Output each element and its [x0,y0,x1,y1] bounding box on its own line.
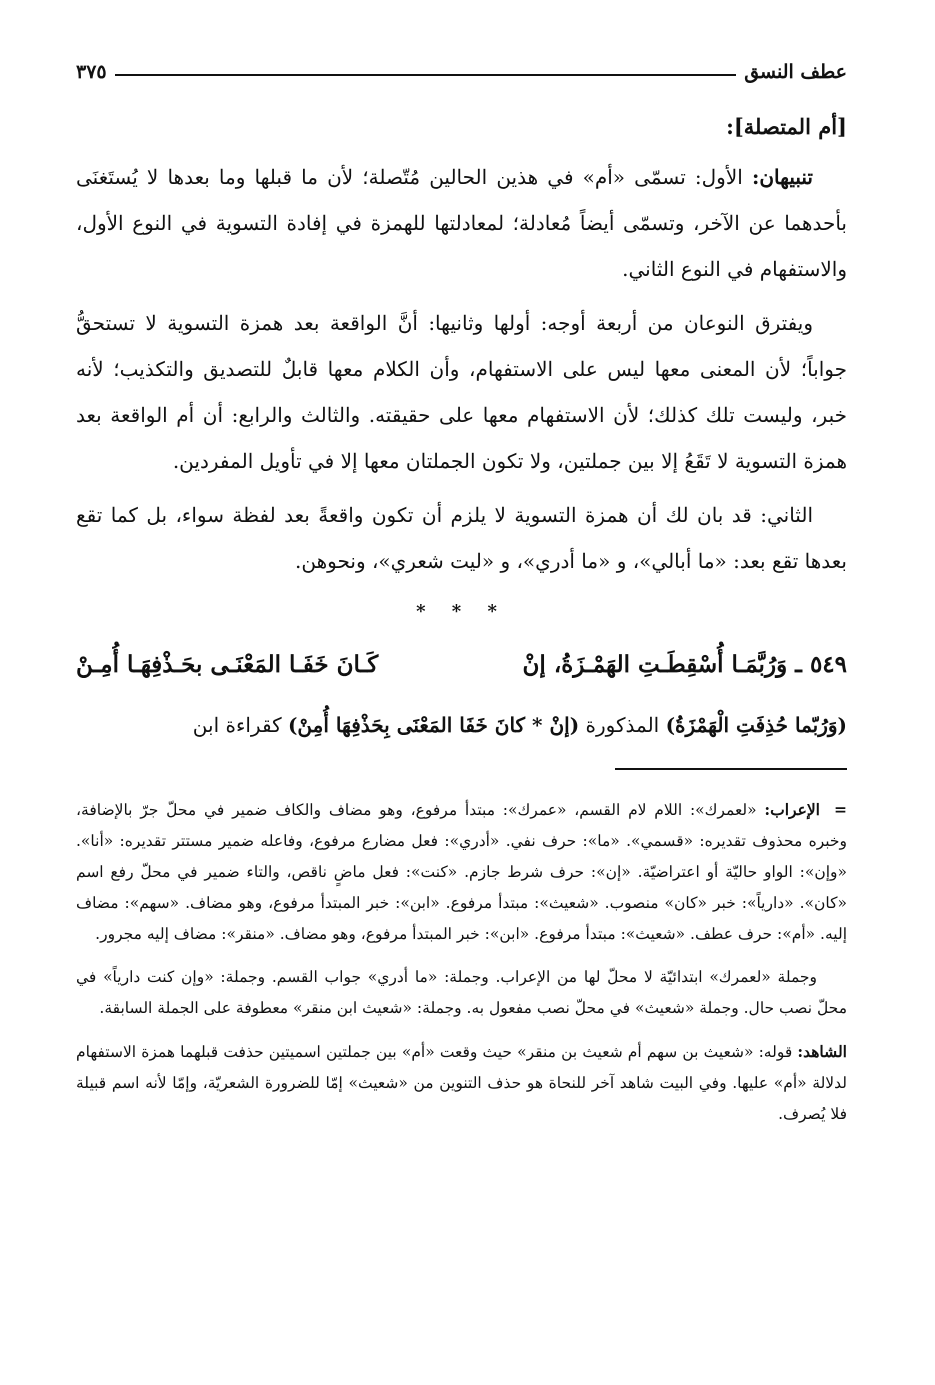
verse-first-hemistich: ٥٤٩ ـ وَرُبَّمَـا أُسْقِطَـتِ الهَمْـزَةُ، إنْ [522,651,847,678]
page-number: ٣٧٥ [76,61,107,83]
section-heading: [أم المتصلة]: [726,114,847,139]
paragraph-text: الثاني: قد بان لك أن همزة التسوية لا يلزم أن تكون واقعةً بعد لفظة سواء، بل كما تقع بعدها تقع بعد: «ما أبالي»، و «ما أدري»، و «ليت شعري»، ونحوهن. [76,503,847,573]
running-header [76,52,847,92]
header-rule [115,74,737,76]
footnote-rule [615,768,847,770]
running-title: عطف النسق [744,61,847,83]
paragraph-notes-second [76,492,847,584]
continuation-mark: = [833,800,847,819]
footnote-evidence [76,1036,847,1130]
commentary-text-second: كقراءة ابن [192,713,282,737]
page [76,52,847,1355]
footnote-lead: الشاهد: [797,1042,847,1061]
paragraph-notes-first [76,154,847,292]
paragraph-text: الأول: تسمّى «أم» في هذين الحالين مُتّصلة؛ لأن ما قبلها وما بعدها لا يُستَغنَى بأحدهما عن الآخر، وتسمّى أيضاً مُعادلة؛ لمعادلتها للهمزة في إفادة التسوية في النوع الأول، والاستفهام في النوع الثاني. [76,165,847,281]
section-separator: * * * [416,601,507,622]
paragraph-differences [76,300,847,484]
footnote-text: وجملة «لعمرك» ابتدائيّة لا محلّ لها من الإعراب. وجملة: «ما أدري» جواب القسم. وجملة: «وإن كنت دارياً» في محلّ نصب حال. وجملة «شعيث» في محلّ نصب مفعول به. وجملة: «شعيث ابن منقر» معطوفة على الجملة السابقة. [76,968,847,1017]
main-text [76,104,847,748]
commentary-quote: (وَرُبّما حُذِفَتِ الْهَمْزَةُ) [665,713,847,737]
paragraph-lead: تنبيهان: [751,165,813,189]
verse-second-hemistich: كَـانَ خَفَـا المَعْنَـى بحَـذْفِهَـا أُمِـنْ [76,651,379,678]
commentary-text: المذكورة [585,713,660,737]
footnote-text: «لعمرك»: اللام لام القسم، «عمرك»: مبتدأ مرفوع، وهو مضاف والكاف ضمير في محلّ جرّ بالإضافة، وخبره محذوف تقديره: «قسمي». «ما»: حرف نفي. «أدري»: فعل مضارع مرفوع، وفاعله ضمير مستتر تقديره: «أنا». «وإن»: الواو حاليّة أو اعتراضيّة. «إن»: حرف شرط جازم. «كنت»: فعل ماضٍ ناقص، والتاء ضمير في محلّ رفع اسم «كان». «دارياً»: خبر «كان» منصوب. «شعيث»: مبتدأ مرفوع. «ابن»: خبر المبتدأ مرفوع، وهو مضاف. «سهم»: مضاف إليه. «أم»: حرف عطف. «شعيث»: مبتدأ مرفوع. «ابن»: خبر المبتدأ مرفوع، وهو مضاف. «منقر»: مضاف إليه مجرور. [76,801,847,943]
footnote-text: قوله: «شعيث بن سهم أم شعيث بن منقر» حيث وقعت «أم» بين جملتين اسميتين حذفت قبلهما همزة الاستفهام لدلالة «أم» عليها. وفي البيت شاهد آخر للنحاة هو حذف التنوين من «شعيث» إمّا للضرورة الشعريّة، وإمّا لأنه اسم قبيلة فلا يُصرف. [76,1043,847,1123]
footnotes [76,794,847,1130]
footnote-lead: الإعراب: [764,800,820,819]
footnote-parsing [76,794,847,950]
paragraph-text: ويفترق النوعان من أربعة أوجه: أولها وثانيها: أنَّ الواقعة بعد همزة التسوية لا تستحقُّ جواباً؛ لأن المعنى معها ليس على الاستفهام، وأن الكلام معها قابلٌ للتصديق والتكذيب؛ لأنه خبر، وليست تلك كذلك؛ لأن الاستفهام معها على حقيقته. والثالث والرابع: أن أم الواقعة بعد همزة التسوية لا تَقَعُ إلا بين جملتين، ولا تكون الجملتان معها إلا في تأويل المفردين. [76,311,847,473]
verse-commentary [76,702,847,748]
verse-line [76,642,847,688]
commentary-quote-second: (إنْ * كانَ خَفَا المَعْنَى بِحَذْفِهَا أُمِنْ) [287,713,580,737]
footnote-sentences [76,962,847,1024]
